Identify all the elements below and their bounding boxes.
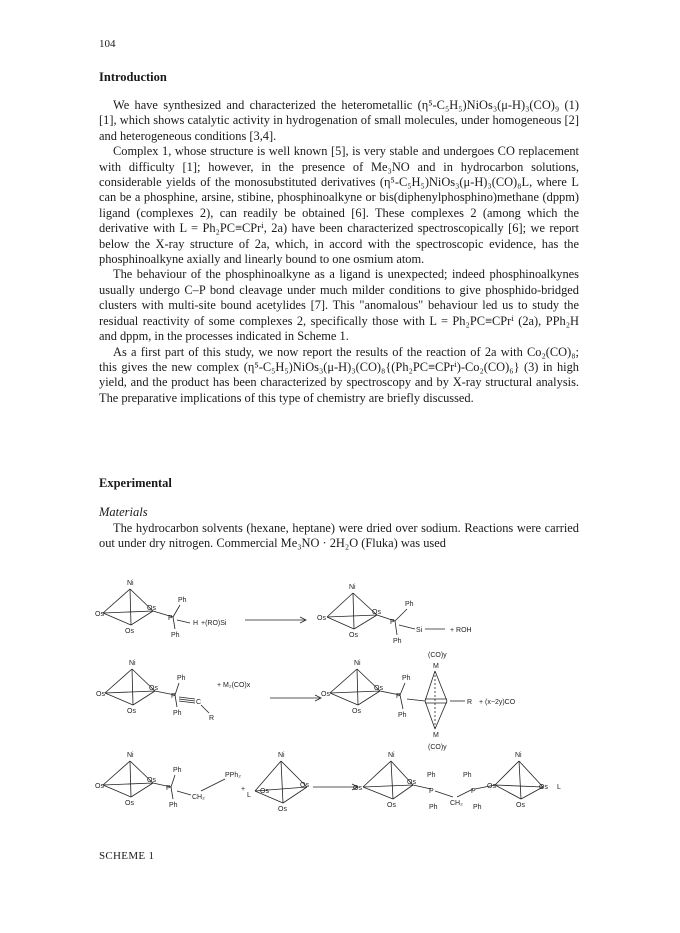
label-c: C — [196, 699, 202, 706]
intro-paragraph-1: We have synthesized and characterized the heterometallic (η⁵-C₅H₅)NiOs₃(μ-H)₃(CO)₉ (1) [1], which shows catalytic activity in hydrogenation of small molecules, under homogeneous [2] and heterogeneous conditions [3,4]. — [99, 98, 579, 143]
product-co-loss: + (x−2y)CO — [479, 699, 516, 706]
label-os: Os — [95, 783, 104, 790]
label-m: M — [433, 663, 439, 670]
materials-paragraph: The hydrocarbon solvents (hexane, heptane) were dried over sodium. Reactions were carried out under dry nitrogen. Commercial Me₃NO · 2H₂O (Fluka) was used — [99, 521, 579, 551]
label-os: Os — [352, 708, 361, 715]
label-ph: Ph — [178, 597, 187, 604]
label-ph: Ph — [427, 772, 436, 779]
label-os: Os — [317, 615, 326, 622]
label-ph: Ph — [473, 804, 482, 811]
label-p: P — [471, 788, 476, 795]
label-os: Os — [321, 691, 330, 698]
label-p: P — [390, 619, 395, 626]
label-p: P — [171, 693, 176, 700]
reagent-siloxane: +(RO)Si — [201, 620, 227, 627]
label-ph: Ph — [405, 601, 414, 608]
intro-paragraph-2: Complex 1, whose structure is well known [5], is very stable and undergoes CO replacement with difficulty [1]; however, in the presence of Me₃NO and in hydrocarbon solutions, considerable yields of the monosubstituted derivatives (η⁵-C₅H₅)NiOs₃(μ-H)₃(CO)₈L, where L can be a phosphine, arsine, stibine, phosphinoalkyne or bis(diphenylphosphino)methane (dppm) ligand (complexes 2), can readily be obtained [6]. These complexes 2 (among which the derivative with L = Ph₂PC≡CPrⁱ, 2a) have been characterized spectroscopically [6]; we report below the X-ray structure of 2a, which, in accord with the spectroscopic evidence, has the phosphinoalkyne axially and linearly bound to one osmium atom. — [99, 144, 579, 267]
reagent-metal-carbonyl: + M₂(CO)x — [217, 682, 251, 689]
scheme-1 — [95, 565, 595, 845]
label-ph: Ph — [173, 710, 182, 717]
label-plus: + — [241, 786, 246, 793]
label-h: H — [193, 620, 199, 627]
label-os: Os — [300, 782, 309, 789]
label-pph2: PPh₂ — [225, 772, 241, 779]
label-ph: Ph — [429, 804, 438, 811]
label-ni: Ni — [388, 752, 395, 759]
label-os: Os — [374, 685, 383, 692]
heading-introduction: Introduction — [99, 70, 167, 84]
label-ni: Ni — [515, 752, 522, 759]
intro-paragraph-4: As a first part of this study, we now report the results of the reaction of 2a with Co₂(CO)₈; this gives the new complex (η⁵-C₅H₅)NiOs₃(μ-H)₃(CO)₈{(Ph₂PC≡CPrⁱ)-Co₂(CO)₆} (3) in high yield, and the product has been characterized by spectroscopy and by X-ray structural analysis. The preparative implications of this type of chemistry are briefly discussed. — [99, 344, 579, 405]
label-os: Os — [125, 800, 134, 807]
label-ph: Ph — [398, 712, 407, 719]
label-si: Si — [416, 627, 423, 634]
intro-paragraph-3: The behaviour of the phosphinoalkyne as a ligand is unexpected; indeed phosphinoalkynes usually undergo C–P bond cleavage under much milder conditions to give phosphido-bridged clusters with multi-site bound acetylides [7]. This "anomalous" behaviour led us to study the residual reactivity of some complexes 2, specifically those with L = Ph₂PC≡CPrⁱ (2a), PPh₂H and dppm, in the processes indicated in Scheme 1. — [99, 267, 579, 344]
label-ph: Ph — [402, 675, 411, 682]
label-ph: Ph — [173, 767, 182, 774]
scheme-caption: SCHEME 1 — [99, 850, 155, 862]
materials-body — [99, 521, 579, 552]
label-os: Os — [387, 802, 396, 809]
label-ch2: CH₂ — [450, 800, 463, 807]
scheme-diagram — [95, 565, 595, 845]
label-m: M — [433, 732, 439, 739]
label-r: R — [467, 699, 473, 706]
label-os: Os — [147, 777, 156, 784]
label-co-y: (CO)y — [428, 744, 447, 751]
label-ni: Ni — [129, 660, 136, 667]
label-ph: Ph — [169, 802, 178, 809]
label-os: Os — [372, 609, 381, 616]
label-p: P — [166, 785, 171, 792]
cluster-row3-product — [363, 761, 543, 799]
label-os: Os — [349, 632, 358, 639]
label-os: Os — [147, 605, 156, 612]
subheading-materials: Materials — [99, 505, 148, 519]
label-os: Os — [516, 802, 525, 809]
label-ch2: CH₂ — [192, 794, 205, 801]
label-l: L — [247, 792, 251, 799]
label-p: P — [168, 615, 173, 622]
cluster-row1-right — [327, 593, 445, 635]
label-os: Os — [125, 628, 134, 635]
label-co-y: (CO)y — [428, 652, 447, 659]
heading-experimental: Experimental — [99, 476, 172, 490]
page-number: 104 — [99, 38, 116, 50]
label-p: P — [396, 693, 401, 700]
label-ni: Ni — [354, 660, 361, 667]
label-os: Os — [95, 611, 104, 618]
label-os: Os — [539, 784, 548, 791]
label-os: Os — [127, 708, 136, 715]
label-os: Os — [278, 806, 287, 813]
label-os: Os — [353, 785, 362, 792]
cluster-row3-a — [103, 761, 225, 799]
product-roh: + ROH — [450, 627, 472, 634]
label-ph: Ph — [171, 632, 180, 639]
introduction-body — [99, 98, 579, 406]
label-os: Os — [487, 783, 496, 790]
label-r: R — [209, 715, 215, 722]
label-ni: Ni — [349, 584, 356, 591]
label-ni: Ni — [278, 752, 285, 759]
label-ni: Ni — [127, 580, 134, 587]
label-os: Os — [96, 691, 105, 698]
label-os: Os — [260, 788, 269, 795]
label-os: Os — [149, 685, 158, 692]
label-os: Os — [407, 779, 416, 786]
label-l: L — [557, 784, 561, 791]
label-ph: Ph — [393, 638, 402, 645]
label-ph: Ph — [463, 772, 472, 779]
label-ph: Ph — [177, 675, 186, 682]
label-p: P — [429, 788, 434, 795]
label-ni: Ni — [127, 752, 134, 759]
